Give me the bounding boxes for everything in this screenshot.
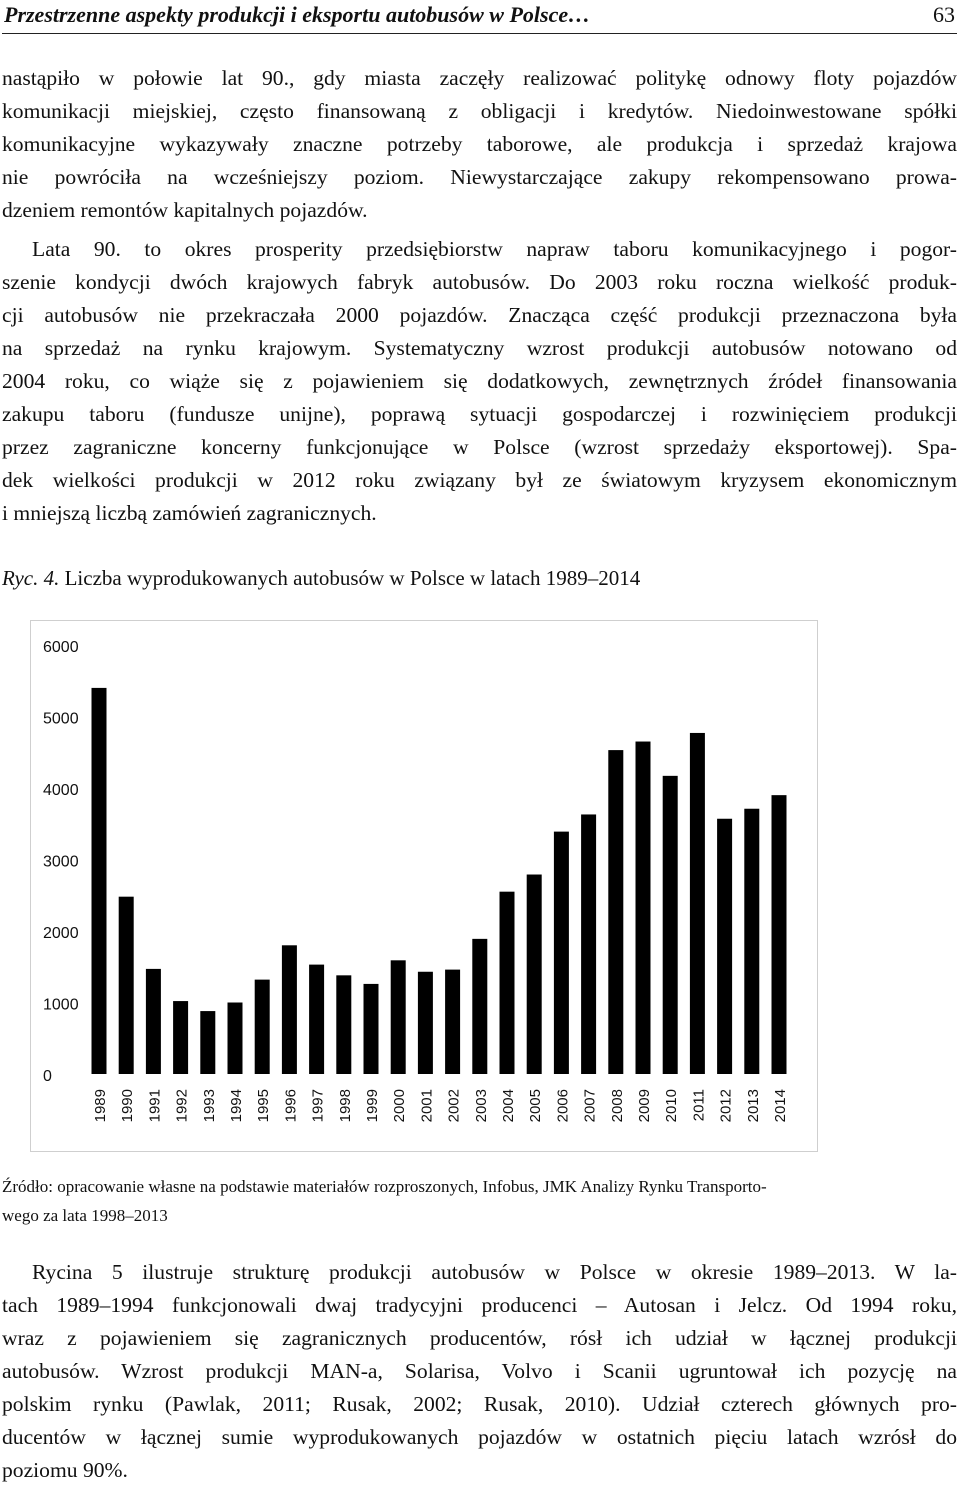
bar-2013 bbox=[744, 809, 759, 1074]
bar-2007 bbox=[581, 814, 596, 1074]
x-tick-label: 1997 bbox=[309, 1089, 327, 1123]
text-line: tach 1989–1994 funkcjonowali dwaj tradycyjni producenci – Autosan i Jelcz. Od 1994 roku, bbox=[2, 1293, 957, 1317]
bar-1999 bbox=[364, 984, 379, 1074]
text-line: ducentów w łącznej sumie wyprodukowanych pojazdów w ostatnich pięciu latach wzrósł do bbox=[2, 1425, 957, 1449]
bar-2012 bbox=[717, 819, 732, 1074]
figure-caption-label: Ryc. 4. bbox=[2, 566, 60, 590]
y-tick-label: 5000 bbox=[43, 710, 79, 728]
text-line: nastąpiło w połowie lat 90., gdy miasta zaczęły realizować politykę odnowy floty pojazdów bbox=[2, 66, 957, 90]
x-tick-label: 2002 bbox=[445, 1089, 463, 1123]
y-axis bbox=[43, 639, 79, 1085]
text-line: zakupu taboru (fundusze unijne), poprawą sytuacji gospodarczej i rozwinięciem produkcji bbox=[2, 402, 957, 426]
text-line: nie powróciła na wcześniejszy poziom. Niewystarczające zakupy rekompensowano prowa- bbox=[2, 165, 957, 189]
x-tick-label: 2012 bbox=[717, 1089, 735, 1123]
paragraph-2 bbox=[2, 233, 957, 530]
text-line: na sprzedaż na rynku krajowym. Systematyczny wzrost produkcji autobusów notowano od bbox=[2, 336, 957, 360]
y-tick-label: 0 bbox=[43, 1068, 52, 1085]
text-line: dek wielkości produkcji w 2012 roku związany był ze światowym kryzysem ekonomicznym bbox=[2, 468, 957, 492]
figure-caption bbox=[2, 566, 640, 591]
x-tick-label: 2010 bbox=[663, 1089, 681, 1123]
bar-1992 bbox=[173, 1001, 188, 1074]
text-line: komunikacji miejskiej, często finansowaną z obligacji i kredytów. Niedoinwestowane spółki bbox=[2, 99, 957, 123]
bar-1995 bbox=[255, 980, 270, 1074]
text-line: cji autobusów nie przekraczała 2000 pojazdów. Znacząca część produkcji przeznaczona była bbox=[2, 303, 957, 327]
text-line: szenie kondycji dwóch krajowych fabryk autobusów. Do 2003 roku roczna wielkość produk- bbox=[2, 270, 957, 294]
bar-2008 bbox=[608, 750, 623, 1074]
running-header-title: Przestrzenne aspekty produkcji i eksportu autobusów w Polsce… bbox=[4, 2, 591, 27]
text-line: przez zagraniczne koncerny funkcjonujące w Polsce (wzrost sprzedaży eksportowej). Spa- bbox=[2, 435, 957, 459]
x-tick-label: 1994 bbox=[228, 1089, 245, 1123]
x-tick-label: 1999 bbox=[364, 1089, 381, 1123]
bar-1993 bbox=[200, 1011, 215, 1074]
figure-caption-text: Liczba wyprodukowanych autobusów w Polsce w latach 1989–2014 bbox=[64, 566, 641, 590]
text-line: Rycina 5 ilustruje strukturę produkcji autobusów w Polsce w okresie 1989–2013. W la- bbox=[32, 1260, 957, 1284]
x-tick-label: 2004 bbox=[500, 1089, 517, 1123]
bar-1996 bbox=[282, 945, 297, 1074]
running-header bbox=[2, 0, 957, 34]
x-tick-label: 1993 bbox=[200, 1089, 218, 1123]
bar-2014 bbox=[772, 795, 787, 1074]
x-tick-label: 1990 bbox=[119, 1089, 137, 1123]
text-line: Lata 90. to okres prosperity przedsiębiorstw napraw taboru komunikacyjnego i pogor- bbox=[32, 237, 957, 261]
bar-2003 bbox=[472, 939, 487, 1074]
x-tick-label: 2009 bbox=[636, 1089, 653, 1123]
y-tick-label: 2000 bbox=[43, 925, 79, 942]
x-tick-label: 1991 bbox=[146, 1089, 164, 1123]
x-tick-label: 2005 bbox=[527, 1089, 545, 1123]
text-line: polskim rynku (Pawlak, 2011; Rusak, 2002; Rusak, 2010). Udział czterech głównych pro- bbox=[2, 1392, 957, 1416]
bar-series bbox=[92, 688, 787, 1074]
bar-2001 bbox=[418, 972, 433, 1074]
x-tick-label: 2011 bbox=[690, 1089, 708, 1122]
bar-2004 bbox=[500, 892, 515, 1074]
text-line: autobusów. Wzrost produkcji MAN-a, Solarisa, Volvo i Scanii ugruntował ich pozycję na bbox=[2, 1359, 957, 1383]
x-tick-label: 1992 bbox=[173, 1089, 191, 1123]
bar-1991 bbox=[146, 969, 161, 1074]
text-line: Źródło: opracowanie własne na podstawie materiałów rozproszonych, Infobus, JMK Analizy Rynku Transporto- bbox=[2, 1177, 767, 1196]
bar-2011 bbox=[690, 733, 705, 1074]
text-line: wraz z pojawieniem się zagranicznych producentów, rósł ich udział w łącznej produkcji bbox=[2, 1326, 957, 1350]
bar-2000 bbox=[391, 960, 406, 1074]
paragraph-3 bbox=[2, 1256, 957, 1487]
text-line: komunikacyjne wykazywały znaczne potrzeby taborowe, ale produkcja i sprzedaż krajowa bbox=[2, 132, 957, 156]
bar-2006 bbox=[554, 832, 569, 1074]
text-line: wego za lata 1998–2013 bbox=[2, 1206, 168, 1225]
x-tick-label: 2001 bbox=[418, 1089, 436, 1123]
x-tick-label: 1998 bbox=[336, 1089, 354, 1123]
figure-source bbox=[2, 1172, 947, 1230]
y-tick-label: 4000 bbox=[43, 782, 79, 799]
bar-1997 bbox=[309, 965, 324, 1074]
bar-2009 bbox=[636, 742, 651, 1074]
x-tick-label: 2007 bbox=[581, 1089, 599, 1123]
bar-chart-frame bbox=[30, 620, 818, 1152]
y-tick-label: 6000 bbox=[43, 639, 79, 656]
text-line: i mniejszą liczbą zamówień zagranicznych. bbox=[2, 501, 377, 525]
x-tick-label: 1996 bbox=[282, 1089, 300, 1123]
bar-chart bbox=[31, 621, 817, 1151]
paragraph-1 bbox=[2, 62, 957, 227]
bar-1994 bbox=[228, 1003, 243, 1075]
bar-2010 bbox=[663, 776, 678, 1074]
page-number: 63 bbox=[933, 2, 955, 27]
bar-2002 bbox=[445, 970, 460, 1074]
bar-1989 bbox=[92, 688, 107, 1074]
text-line: poziomu 90%. bbox=[2, 1458, 128, 1482]
text-line: 2004 roku, co wiąże się z pojawieniem się dodatkowych, zewnętrznych źródeł finansowania bbox=[2, 369, 957, 393]
x-tick-label: 2013 bbox=[744, 1089, 762, 1123]
x-tick-label: 2014 bbox=[772, 1089, 789, 1123]
text-line: dzeniem remontów kapitalnych pojazdów. bbox=[2, 198, 368, 222]
x-tick-label: 2003 bbox=[472, 1089, 490, 1123]
x-axis bbox=[92, 1089, 789, 1122]
x-tick-label: 1995 bbox=[255, 1089, 273, 1123]
x-tick-label: 2008 bbox=[608, 1089, 626, 1123]
x-tick-label: 2000 bbox=[391, 1089, 409, 1123]
x-tick-label: 1989 bbox=[92, 1089, 109, 1123]
bar-1998 bbox=[336, 975, 351, 1074]
y-tick-label: 1000 bbox=[43, 996, 79, 1014]
x-tick-label: 2006 bbox=[554, 1089, 572, 1123]
y-tick-label: 3000 bbox=[43, 853, 79, 871]
bar-1990 bbox=[119, 897, 134, 1074]
bar-2005 bbox=[527, 875, 542, 1074]
